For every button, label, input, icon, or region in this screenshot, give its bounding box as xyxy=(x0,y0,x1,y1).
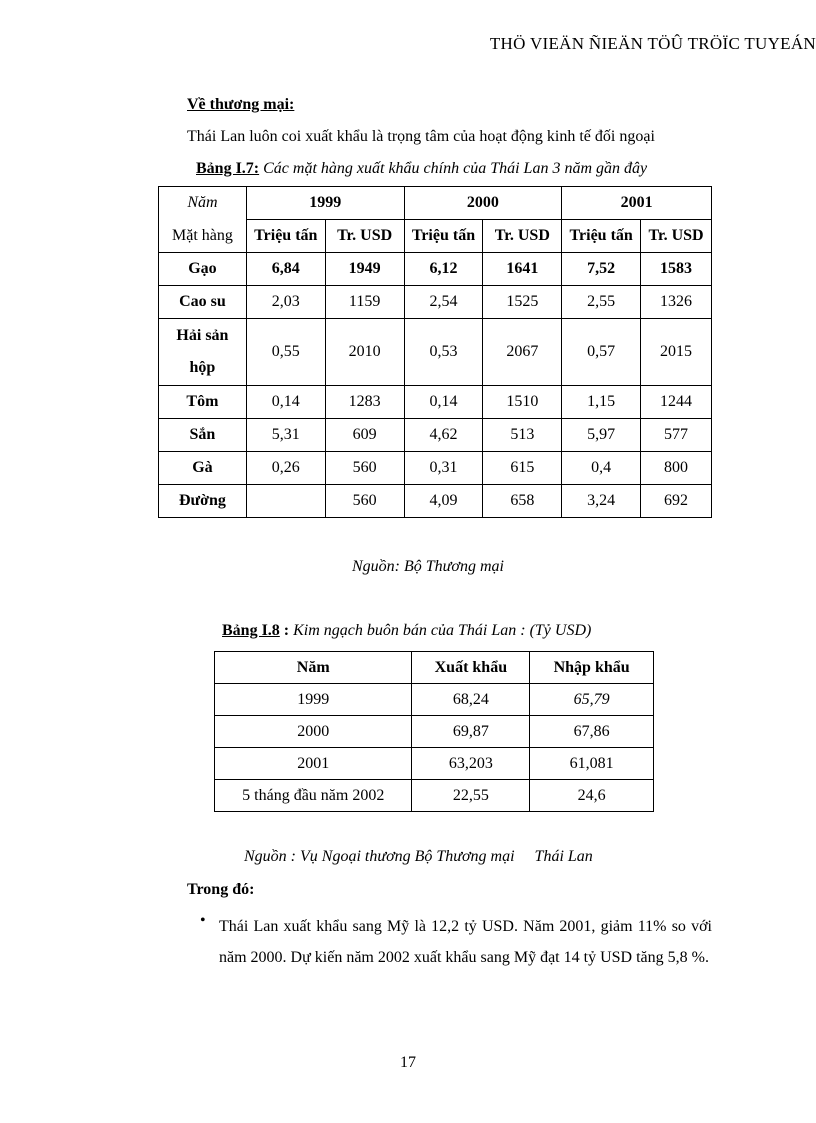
table2-label: Bảng I.8 xyxy=(222,622,280,639)
table-cell: 692 xyxy=(641,485,712,518)
table-cell: 1283 xyxy=(325,386,404,419)
table-row xyxy=(159,485,712,518)
table2-source-text: Nguồn : Vụ Ngoại thương Bộ Thương mại xyxy=(244,848,515,865)
column-header: Xuất khẩu xyxy=(412,652,530,684)
year-header: 2000 xyxy=(404,187,562,220)
table-cell: 67,86 xyxy=(530,716,654,748)
table-cell: 4,09 xyxy=(404,485,483,518)
table-cell xyxy=(246,485,325,518)
table-cell: 615 xyxy=(483,452,562,485)
row-label: Đường xyxy=(159,485,247,518)
table-cell: 2010 xyxy=(325,319,404,386)
table-cell: 2,03 xyxy=(246,286,325,319)
table-row xyxy=(215,684,654,716)
table-cell: 1,15 xyxy=(562,386,641,419)
trade-turnover-table xyxy=(214,651,654,812)
table-cell: 5 tháng đầu năm 2002 xyxy=(215,780,412,812)
table-cell: 800 xyxy=(641,452,712,485)
table-row xyxy=(215,716,654,748)
table-cell: 1326 xyxy=(641,286,712,319)
table-cell: 61,081 xyxy=(530,748,654,780)
section-heading: Về thương mại: xyxy=(187,96,295,113)
table2-caption xyxy=(222,622,591,640)
table2-source xyxy=(244,848,593,866)
table2-caption-text: Kim ngạch buôn bán của Thái Lan : (Tỷ USD) xyxy=(289,622,592,639)
table-cell: 513 xyxy=(483,419,562,452)
row-label: Sắn xyxy=(159,419,247,452)
year-header: 2001 xyxy=(562,187,712,220)
table1-caption xyxy=(196,160,647,178)
row-label-line: Hải sản xyxy=(176,327,229,344)
row-label: Tôm xyxy=(159,386,247,419)
table-cell: 65,79 xyxy=(530,684,654,716)
table-cell: 560 xyxy=(325,485,404,518)
table-cell: 0,4 xyxy=(562,452,641,485)
table-row xyxy=(159,319,712,386)
table-cell: 1999 xyxy=(215,684,412,716)
column-header: Nhập khẩu xyxy=(530,652,654,684)
table-cell: 6,12 xyxy=(404,253,483,286)
table-unit-row xyxy=(159,220,712,253)
table-cell: 2067 xyxy=(483,319,562,386)
table-cell: 2000 xyxy=(215,716,412,748)
table-row xyxy=(215,780,654,812)
subheading-trong-do: Trong đó: xyxy=(187,881,255,898)
table-cell: 6,84 xyxy=(246,253,325,286)
table-cell: 0,31 xyxy=(404,452,483,485)
table-cell: 0,14 xyxy=(404,386,483,419)
table-cell: 1159 xyxy=(325,286,404,319)
corner-year-label: Năm xyxy=(159,187,247,220)
table-cell: 7,52 xyxy=(562,253,641,286)
table-cell: 560 xyxy=(325,452,404,485)
bullet-paragraph: Thái Lan xuất khẩu sang Mỹ là 12,2 tỷ USD. Năm 2001, giảm 11% so với năm 2000. Dự kiến năm 2002 xuất khẩu sang Mỹ đạt 14 tỷ USD tăng 5,8 %. xyxy=(219,918,712,966)
table-cell: 0,26 xyxy=(246,452,325,485)
table-row xyxy=(215,748,654,780)
table2-source-country: Thái Lan xyxy=(534,848,593,865)
table-cell: 0,55 xyxy=(246,319,325,386)
table-cell: 2,55 xyxy=(562,286,641,319)
table-cell: 1641 xyxy=(483,253,562,286)
table1-source: Nguồn: Bộ Thương mại xyxy=(352,558,504,575)
table-cell: 577 xyxy=(641,419,712,452)
table-cell: 0,53 xyxy=(404,319,483,386)
table-row xyxy=(159,253,712,286)
bullet-icon: • xyxy=(200,912,206,929)
unit-header: Triệu tấn xyxy=(562,220,641,253)
table-cell: 0,14 xyxy=(246,386,325,419)
unit-header: Tr. USD xyxy=(641,220,712,253)
page-number: 17 xyxy=(400,1054,416,1071)
table-cell: 1244 xyxy=(641,386,712,419)
row-label: Gà xyxy=(159,452,247,485)
unit-header: Tr. USD xyxy=(483,220,562,253)
row-label xyxy=(159,319,247,386)
table-cell: 2,54 xyxy=(404,286,483,319)
table-cell: 24,6 xyxy=(530,780,654,812)
row-label: Cao su xyxy=(159,286,247,319)
table-cell: 4,62 xyxy=(404,419,483,452)
unit-header: Triệu tấn xyxy=(404,220,483,253)
year-header: 1999 xyxy=(246,187,404,220)
unit-header: Triệu tấn xyxy=(246,220,325,253)
table2-label-colon: : xyxy=(279,622,290,639)
intro-paragraph: Thái Lan luôn coi xuất khẩu là trọng tâm của hoạt động kinh tế đối ngoại xyxy=(187,128,655,145)
table-cell: 2015 xyxy=(641,319,712,386)
table1-label: Bảng I.7: xyxy=(196,160,260,177)
table-cell: 68,24 xyxy=(412,684,530,716)
table-cell: 3,24 xyxy=(562,485,641,518)
row-label-line: hộp xyxy=(189,359,216,376)
table-cell: 69,87 xyxy=(412,716,530,748)
column-header: Năm xyxy=(215,652,412,684)
table1-caption-text: Các mặt hàng xuất khẩu chính của Thái Lan 3 năm gần đây xyxy=(263,160,648,177)
unit-header: Tr. USD xyxy=(325,220,404,253)
table-header-row xyxy=(159,187,712,220)
table-cell: 2001 xyxy=(215,748,412,780)
table-cell: 1510 xyxy=(483,386,562,419)
table-header-row xyxy=(215,652,654,684)
page-header: THÖ VIEÄN ÑIEÄN TÖÛ TRÖÏC TUYEÁN xyxy=(489,34,816,53)
table-row xyxy=(159,452,712,485)
table-cell: 658 xyxy=(483,485,562,518)
table-row xyxy=(159,419,712,452)
table-cell: 609 xyxy=(325,419,404,452)
row-label: Gạo xyxy=(159,253,247,286)
table-cell: 1583 xyxy=(641,253,712,286)
table-cell: 1949 xyxy=(325,253,404,286)
table-cell: 5,31 xyxy=(246,419,325,452)
table-cell: 5,97 xyxy=(562,419,641,452)
table-cell: 63,203 xyxy=(412,748,530,780)
table-cell: 0,57 xyxy=(562,319,641,386)
table-row xyxy=(159,386,712,419)
table-cell: 1525 xyxy=(483,286,562,319)
table-cell: 22,55 xyxy=(412,780,530,812)
export-items-table xyxy=(158,186,712,518)
corner-item-label: Mặt hàng xyxy=(159,220,247,253)
table-row xyxy=(159,286,712,319)
